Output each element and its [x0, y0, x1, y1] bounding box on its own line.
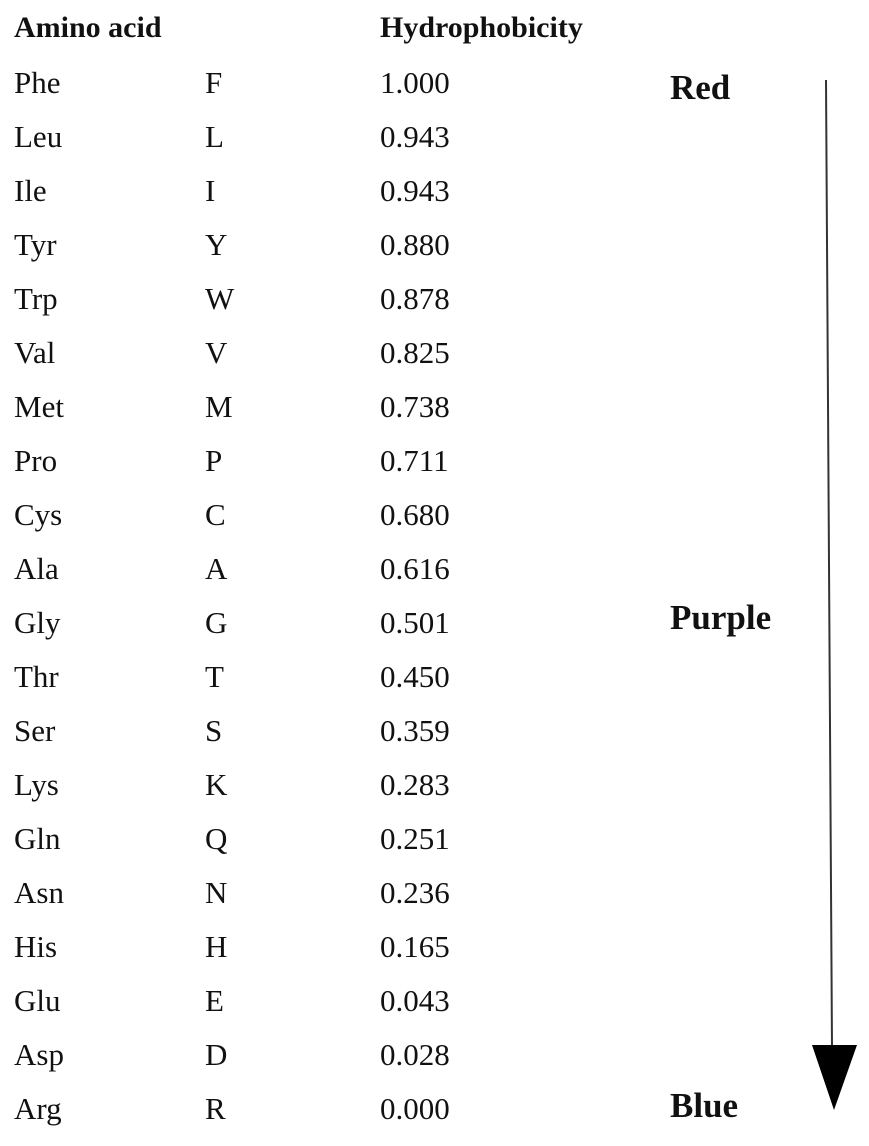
amino-acid-code: P: [205, 443, 223, 478]
hydrophobicity-value: 0.283: [380, 767, 450, 802]
table-row-ala: [0, 542, 640, 596]
hydrophobicity-value: 0.943: [380, 119, 450, 154]
amino-acid-code: M: [205, 389, 233, 424]
amino-acid-name: Met: [14, 389, 64, 424]
table-row-phe: [0, 56, 640, 110]
table-row-gln: [0, 812, 640, 866]
amino-acid-code: I: [205, 173, 216, 208]
amino-acid-code: H: [205, 929, 228, 964]
amino-acid-name: Phe: [14, 65, 61, 100]
hydrophobicity-value: 0.028: [380, 1037, 450, 1072]
amino-acid-name: Asp: [14, 1037, 64, 1072]
table-row-gly: [0, 596, 640, 650]
hydrophobicity-value: 0.236: [380, 875, 450, 910]
amino-acid-name: Ile: [14, 173, 47, 208]
amino-acid-name: Tyr: [14, 227, 57, 262]
amino-acid-name: His: [14, 929, 58, 964]
amino-acid-code: V: [205, 335, 228, 370]
hydrophobicity-value: 0.711: [380, 443, 449, 478]
table-row-asn: [0, 866, 640, 920]
amino-acid-name: Lys: [14, 767, 59, 802]
amino-acid-code: Y: [205, 227, 228, 262]
hydrophobicity-value: 0.680: [380, 497, 450, 532]
table-row-ser: [0, 704, 640, 758]
table-row-lys: [0, 758, 640, 812]
amino-acid-code: A: [205, 551, 228, 586]
table-row-cys: [0, 488, 640, 542]
hydrophobicity-value: 0.501: [380, 605, 450, 640]
amino-acid-code: S: [205, 713, 223, 748]
hydrophobicity-value: 0.825: [380, 335, 450, 370]
amino-acid-name: Asn: [14, 875, 64, 910]
table-row-met: [0, 380, 640, 434]
scale-label-purple: Purple: [670, 598, 772, 637]
amino-acid-name: Glu: [14, 983, 61, 1018]
amino-acid-code: T: [205, 659, 224, 694]
amino-acid-code: G: [205, 605, 228, 640]
amino-acid-code: F: [205, 65, 223, 100]
table-row-arg: [0, 1082, 640, 1136]
table-row-val: [0, 326, 640, 380]
table-row-asp: [0, 1028, 640, 1082]
amino-acid-name: Val: [14, 335, 56, 370]
amino-acid-code: K: [205, 767, 228, 802]
amino-acid-name: Arg: [14, 1091, 62, 1126]
hydrophobicity-value: 1.000: [380, 65, 450, 100]
amino-acid-code: C: [205, 497, 226, 532]
hydrophobicity-value: 0.043: [380, 983, 450, 1018]
amino-acid-name: Gln: [14, 821, 61, 856]
scale-label-blue: Blue: [670, 1086, 739, 1125]
amino-acid-name: Cys: [14, 497, 63, 532]
amino-acid-name: Ala: [14, 551, 59, 586]
amino-acid-code: Q: [205, 821, 228, 856]
hydrophobicity-value: 0.000: [380, 1091, 450, 1126]
hydrophobicity-value: 0.251: [380, 821, 450, 856]
table-row-pro: [0, 434, 640, 488]
amino-acid-name: Trp: [14, 281, 58, 316]
amino-acid-name: Ser: [14, 713, 56, 748]
hydrophobicity-value: 0.359: [380, 713, 450, 748]
amino-acid-code: N: [205, 875, 228, 910]
table-row-leu: [0, 110, 640, 164]
header-hydrophobicity: Hydrophobicity: [380, 11, 583, 44]
amino-acid-code: W: [205, 281, 235, 316]
down-arrow-icon: [800, 80, 869, 1115]
amino-acid-code: D: [205, 1037, 228, 1072]
table-row-trp: [0, 272, 640, 326]
table-row-thr: [0, 650, 640, 704]
header-amino-acid: Amino acid: [14, 11, 162, 44]
amino-acid-name: Leu: [14, 119, 63, 154]
amino-acid-name: Pro: [14, 443, 58, 478]
hydrophobicity-value: 0.878: [380, 281, 450, 316]
table-row-ile: [0, 164, 640, 218]
hydrophobicity-value: 0.943: [380, 173, 450, 208]
table-row-glu: [0, 974, 640, 1028]
amino-acid-code: R: [205, 1091, 226, 1126]
hydrophobicity-value: 0.616: [380, 551, 450, 586]
scale-label-red: Red: [670, 68, 731, 107]
hydrophobicity-value: 0.738: [380, 389, 450, 424]
table-row-his: [0, 920, 640, 974]
amino-acid-name: Gly: [14, 605, 61, 640]
hydrophobicity-value: 0.450: [380, 659, 450, 694]
hydrophobicity-value: 0.880: [380, 227, 450, 262]
amino-acid-name: Thr: [14, 659, 59, 694]
hydrophobicity-value: 0.165: [380, 929, 450, 964]
amino-acid-code: E: [205, 983, 224, 1018]
amino-acid-table: [0, 56, 640, 1136]
table-row-tyr: [0, 218, 640, 272]
amino-acid-code: L: [205, 119, 224, 154]
